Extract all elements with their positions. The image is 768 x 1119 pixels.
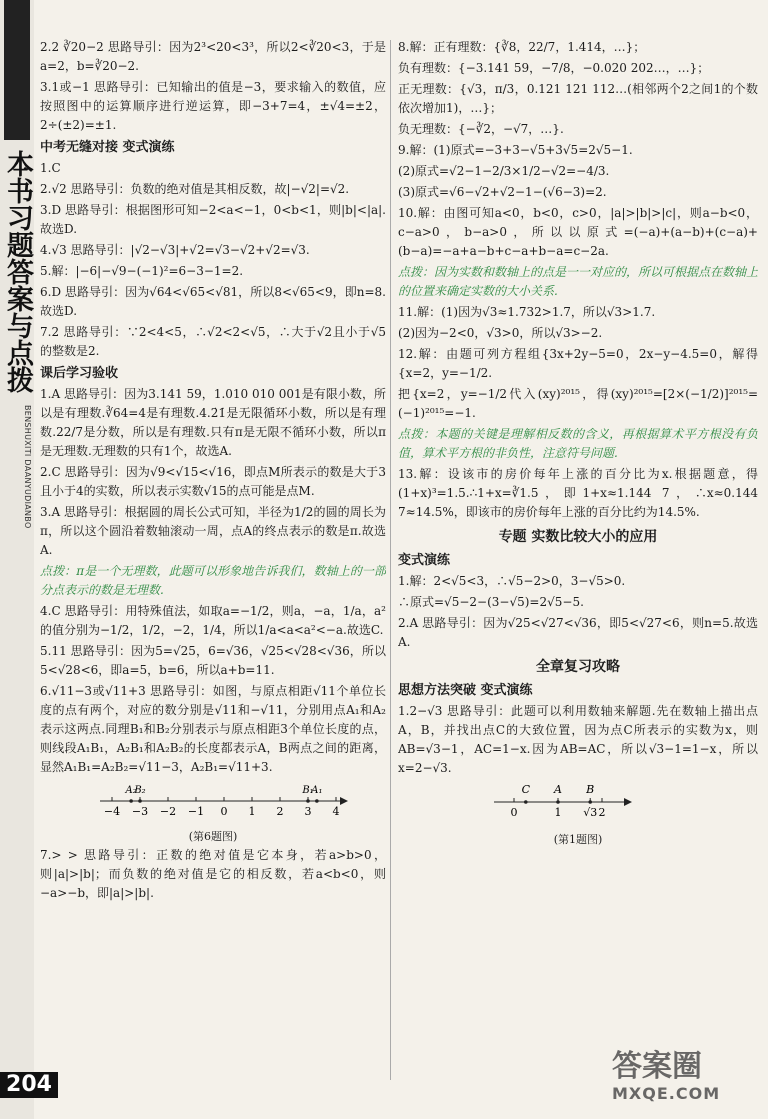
fig1-point-label: A <box>554 783 562 796</box>
fig6-tick-label: −2 <box>159 805 177 818</box>
fig6-arrow <box>340 797 348 805</box>
fig1-tick-label: √3 <box>583 806 598 819</box>
sidebar-latin: BENSHUXITI DAANYUDIANBO <box>23 405 32 529</box>
left-p7: 5.解：|−6|−√9−(−1)²=6−3−1=2. <box>40 264 244 278</box>
fig1-marks <box>511 783 606 819</box>
left-p14: 5.11 思路导引：因为5=√25，6=√36，√25<√28<√36，所以5<√28<6，即a=5，b=6，所以a+b=11. <box>40 644 386 677</box>
fig6-tick-label: −1 <box>187 805 205 818</box>
right-p2: 负有理数：{−3.141 59，−7/8，−0.020 202…，…}； <box>398 61 710 75</box>
right-tip-1: 点拨：因为实数和数轴上的点是一一对应的，所以可根据点在数轴上的位置来确定实数的大小关系. <box>398 265 758 298</box>
right-p3: 正无理数：{√3，π/3，0.121 121 112…(相邻两个2之间1的个数依次增加1)，…}； <box>398 82 758 115</box>
fig6-point <box>315 799 319 803</box>
right-p13: 13.解：设该市的房价每年上涨的百分比为x.根据题意，得(1+x)³=1.5.∴1+x=∛1.5，即1+x≈1.144 7，∴x≈0.144 7≈14.5%，即该市的房价每年上涨的百分比约为14.5%. <box>398 467 758 519</box>
left-p8: 6.D 思路导引：因为√64<√65<√81，所以8<√65<9，即n=8.故选D. <box>40 285 386 318</box>
fig6-tick-label: 2 <box>276 805 284 818</box>
watermark-text: 答案圈 <box>612 1049 702 1084</box>
fig1-tick-label: 0 <box>510 806 518 819</box>
fig1-tick-label: 1 <box>554 806 562 819</box>
right-p17: 1.2−√3 思路导引：此题可以利用数轴来解题.先在数轴上描出点A，B，并找出点C的大致位置，因为点C所表示的实数为x，则AB=√3−1，AC=1−x.因为AB=AC，所以√3−1=1−x，所以x=2−√3. <box>398 704 758 775</box>
fig1-point <box>556 800 560 804</box>
fig1-point <box>588 800 592 804</box>
left-p10: 1.A 思路导引：因为3.141 59，1.010 010 001是有限小数，所以是有理数.∛64=4是有理数.4.2̇1̇是无限循环小数，所以是有理数.22/7是分数，所以是有理数.只有π是无限不循环小数，所以π是无理数.无理数的只有1个，故选A. <box>40 387 386 458</box>
left-p9: 7.2 思路导引：∵2<4<5，∴√2<2<√5，∴大于√2且小于√5的整数是2. <box>40 325 386 358</box>
figure-1-caption: (第1题图) <box>553 833 603 846</box>
figure-6-caption: (第6题图) <box>188 830 238 843</box>
right-p6: (2)原式=√2−1−2/3×1/2−√2=−4/3. <box>398 164 610 178</box>
fig6-point <box>138 799 142 803</box>
sidebar <box>0 0 34 1119</box>
left-column <box>40 38 386 1063</box>
left-p6: 4.√3 思路导引：|√2−√3|+√2=√3−√2+√2=√3. <box>40 243 310 257</box>
figure-6-number-line <box>40 779 386 821</box>
fig6-tick-label: 4 <box>332 805 340 818</box>
watermark-logo <box>612 1050 762 1110</box>
right-p16: 2.A 思路导引：因为√25<√27<√36，即5<√27<6，则n=5.故选A. <box>398 616 758 649</box>
fig6-tick-label: 1 <box>248 805 256 818</box>
right-p12: 把{x=2，y=−1/2代入(xy)²⁰¹⁵，得(xy)²⁰¹⁵=[2×(−1/2)]²⁰¹⁵=(−1)²⁰¹⁵=−1. <box>398 387 758 420</box>
left-p3: 1.C <box>40 161 61 175</box>
fig6-tick-label: 0 <box>220 805 228 818</box>
right-column <box>398 38 758 1063</box>
right-p11: 12.解：由题可列方程组{3x+2y−5=0，2x−y−4.5=0，解得{x=2，y=−1/2. <box>398 347 758 380</box>
sidebar-title: 本书习题答案与点拨 <box>2 150 33 393</box>
left-p11: 2.C 思路导引：因为√9<√15<√16，即点M所表示的数是大于3且小于4的实数，所以表示实数√15的点可能是点M. <box>40 465 386 498</box>
left-p15: 6.√11−3或√11+3 思路导引：如图，与原点相距√11个单位长度的点有两个，对应的数分别是√11和−√11，分别用点A₁和A₂表示这两点.同理B₁和B₂分别表示与原点相距3个单位长度的点，则线段A₁B₁，A₂B₁和A₂B₂的长度都表示A，B两点之间的距离，显然A₁B₁=A₂B₂=√11−3，A₂B₁=√11+3. <box>40 684 386 774</box>
fig6-point <box>129 799 133 803</box>
fig6-tick-label: −3 <box>131 805 149 818</box>
right-p1: 8.解：正有理数：{∛8，22/7，1.414，…}； <box>398 40 646 54</box>
right-p4: 负无理数：{−∛2，−√7，…}. <box>398 122 564 136</box>
fig1-point-label: C <box>521 783 531 796</box>
watermark-url: MXQE.COM <box>612 1084 721 1103</box>
fig6-point-label: A₁ <box>311 785 323 796</box>
left-section-2: 课后学习验收 <box>40 366 119 381</box>
sidebar-dark-band <box>4 0 30 140</box>
fig1-arrow <box>624 798 632 806</box>
fig6-point-label: B₂ <box>134 785 146 796</box>
right-p7: (3)原式=√6−√2+√2−1−(√6−3)=2. <box>398 185 607 199</box>
left-section-1: 中考无缝对接 变式演练 <box>40 140 175 155</box>
left-p5: 3.D 思路导引：根据图形可知−2<a<−1，0<b<1，则|b|<|a|.故选D. <box>40 203 386 236</box>
fig1-tick-label: 2 <box>598 806 606 819</box>
left-p1: 2.2 ∛20−2 思路导引：因为2³<20<3³，所以2<∛20<3，于是a=2，b=∛20−2. <box>40 40 386 73</box>
left-p2: 3.1或−1 思路导引：已知输出的值是−3，要求输入的数值，应按照图中的运算顺序进行逆运算，即−3+7=4，±√4=±2，2÷(±2)=±1. <box>40 80 386 132</box>
figure-1-number-line <box>398 780 758 824</box>
fig6-point-label: A₂ <box>125 785 137 796</box>
fig6-tick-label: 3 <box>304 805 312 818</box>
left-p12: 3.A 思路导引：根据圆的周长公式可知，半径为1/2的圆的周长为π，所以这个圆沿着数轴滚动一周，点A的终点表示的数是π.故选A. <box>40 505 386 557</box>
left-p4: 2.√2 思路导引：负数的绝对值是其相反数，故|−√2|=√2. <box>40 182 350 196</box>
fig6-point <box>306 799 310 803</box>
right-p9: 11.解：(1)因为√3≈1.732>1.7，所以√3>1.7. <box>398 305 656 319</box>
left-p16: 7.> > 思路导引：正数的绝对值是它本身，若a>b>0，则|a|>|b|；而负数的绝对值是它的相反数，若a<b<0，则−a>−b，即|a|>|b|. <box>40 848 386 900</box>
right-heading-chapter-review: 全章复习攻略 <box>536 659 620 675</box>
left-p13: 4.C 思路导引：用特殊值法，如取a=−1/2，则a，−a，1/a，a²的值分别为−1/2，1/2，−2，1/4，所以1/a<a<a²<−a.故选C. <box>40 604 386 637</box>
right-p15: ∴原式=√5−2−(3−√5)=2√5−5. <box>398 595 584 609</box>
column-divider <box>390 40 391 1080</box>
right-tip-2: 点拨：本题的关键是理解相反数的含义，再根据算术平方根没有负值，算术平方根的非负性，注意符号问题. <box>398 427 758 460</box>
fig1-point-label: B <box>586 783 595 796</box>
right-section-1: 变式演练 <box>398 553 451 568</box>
page-number: 204 <box>0 1072 58 1098</box>
right-p14: 1.解：2<√5<3，∴√5−2>0，3−√5>0. <box>398 574 626 588</box>
fig6-tick-label: −4 <box>103 805 121 818</box>
left-tip-1: 点拨：π是一个无理数，此题可以形象地告诉我们，数轴上的一部分点表示的数是无理数. <box>40 564 386 597</box>
right-section-2: 思想方法突破 变式演练 <box>398 683 533 698</box>
right-heading-special-topic: 专题 实数比较大小的应用 <box>498 529 658 545</box>
fig6-point-label: B₁ <box>302 785 314 796</box>
right-p10: (2)因为−2<0，√3>0，所以√3>−2. <box>398 326 603 340</box>
fig1-point <box>524 800 528 804</box>
right-p8: 10.解：由图可知a<0，b<0，c>0，|a|>|b|>|c|，则a−b<0，c−a>0，b−a>0，所以以原式=(−a)+(a−b)+(c−a)+(b−a)=−a+a−b+c−a+b−a=c−2a. <box>398 206 758 258</box>
right-p5: 9.解：(1)原式=−3+3−√5+3√5=2√5−1. <box>398 143 633 157</box>
